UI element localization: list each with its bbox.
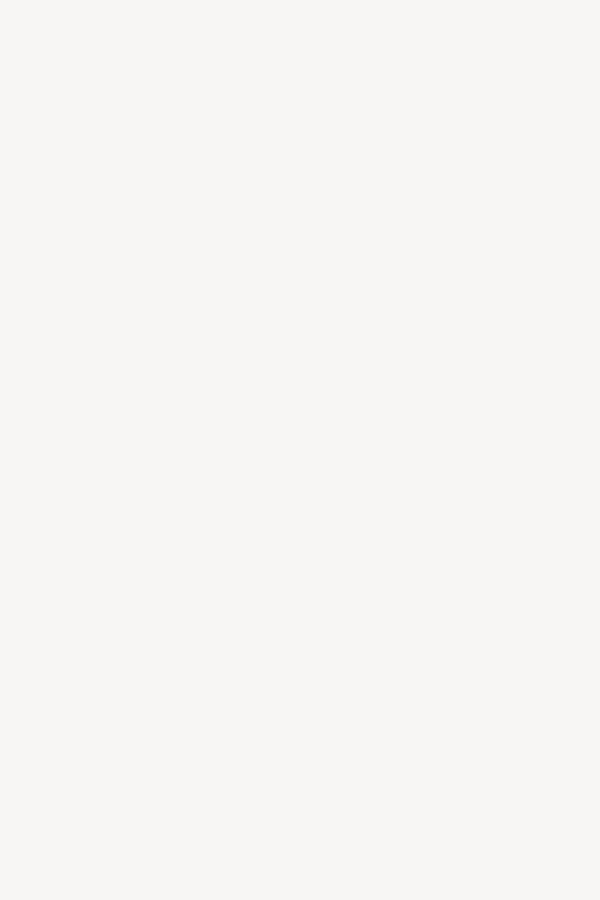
document-body: [63, 62, 553, 92]
section-heading: [63, 68, 553, 88]
